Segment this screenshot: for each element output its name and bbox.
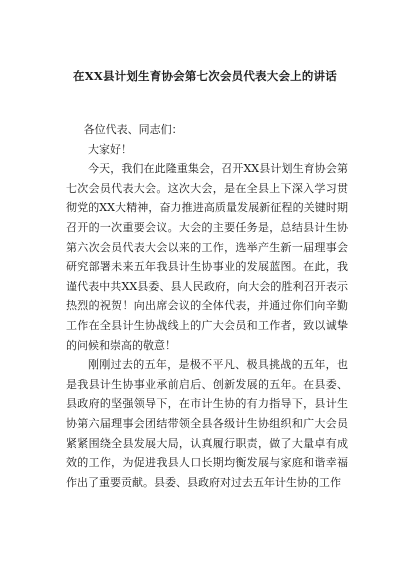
salutation-paragraph: 各位代表、同志们： bbox=[83, 123, 183, 136]
document-body bbox=[66, 120, 348, 492]
body-paragraph: 刚刚过去的五年，是极不平凡、极具挑战的五年，也是我县计生协事业承前启后、创新发展的五年。在县委、县政府的坚强领导下，在市计生协的有力指导下，县计生协第六届理事会团结带领全县各级计生协组织和广大会员紧紧围绕全县发展大局，认真履行职责，做了大量卓有成效的工作，为促进我县人口长期均衡发展与家庭和谐幸福作出了重要贡献。县委、县政府对过去五年计生协的工作 bbox=[66, 358, 348, 489]
body-paragraph: 今天，我们在此隆重集会，召开XX县计划生育协会第七次会员代表大会。这次大会，是在全县上下深入学习贯彻党的XX大精神，奋力推进高质量发展新征程的关键时期召开的一次重要会议。大会的主要任务是，总结县计生协第六次会员代表大会以来的工作，选举产生新一届理事会研究部署未来五年我县计生协事业的发展蓝图。在此，我谨代表中共XX县委、县人民政府，向大会的胜利召开表示热烈的祝贺！向出席会议的全体代表，并通过你们向辛勤工作在全县计生协战线上的广大会员和工作者，致以诚挚的问候和崇高的敬意！ bbox=[66, 162, 348, 352]
greeting-paragraph: 大家好！ bbox=[88, 142, 132, 156]
document-title: 在XX县计划生育协会第七次会员代表大会上的讲话 bbox=[73, 69, 337, 83]
